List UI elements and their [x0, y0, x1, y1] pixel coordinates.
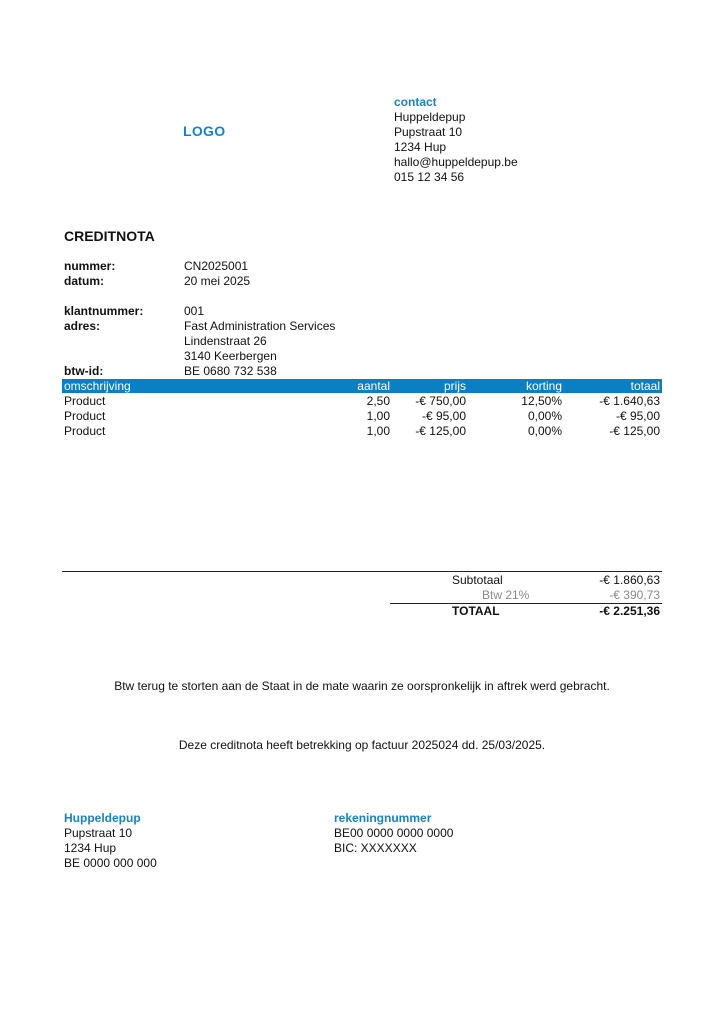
- grand-total-label: TOTAAL: [452, 604, 500, 618]
- subtotal-value: -€ 1.860,63: [599, 573, 660, 587]
- footer-bank-heading: rekeningnummer: [334, 811, 432, 825]
- row-price: -€ 95,00: [421, 409, 466, 423]
- row-quantity: 2,50: [366, 394, 390, 408]
- footer-bank: [334, 811, 453, 856]
- footer-company-street: Pupstraat 10: [64, 826, 133, 840]
- table-row: [62, 394, 662, 409]
- vat-note: Btw terug te storten aan de Staat in de mate waarin ze oorspronkelijk in aftrek werd gebracht.: [114, 679, 610, 693]
- number-value: CN2025001: [184, 259, 249, 273]
- date-label: datum:: [64, 274, 104, 288]
- row-price: -€ 125,00: [415, 424, 466, 438]
- header-price: prijs: [443, 379, 466, 393]
- row-discount: 12,50%: [521, 394, 562, 408]
- row-discount: 0,00%: [527, 409, 562, 423]
- table-row: [62, 409, 662, 424]
- footer-iban: BE00 0000 0000 0000: [334, 826, 454, 840]
- contact-city: 1234 Hup: [394, 140, 447, 154]
- contact-email[interactable]: hallo@huppeldepup.be: [394, 155, 518, 169]
- row-quantity: 1,00: [366, 424, 390, 438]
- vat-row: [390, 588, 662, 603]
- header-total: totaal: [630, 379, 660, 393]
- customer-number-value: 001: [184, 304, 205, 318]
- footer-company-name: Huppeldepup: [64, 811, 141, 825]
- address-label: adres:: [64, 319, 101, 333]
- table-header: [62, 379, 662, 393]
- vat-id-label: btw-id:: [64, 364, 104, 378]
- address-block: [184, 319, 335, 364]
- row-total: -€ 125,00: [609, 424, 660, 438]
- grand-total-value: -€ 2.251,36: [599, 604, 660, 618]
- grand-total-row: [390, 604, 662, 619]
- reference-note: Deze creditnota heeft betrekking op factuur 2025024 dd. 25/03/2025.: [178, 738, 546, 752]
- row-description: Product: [64, 424, 106, 438]
- row-quantity: 1,00: [366, 409, 390, 423]
- contact-street: Pupstraat 10: [394, 125, 463, 139]
- contact-block: [394, 95, 518, 185]
- contact-name: Huppeldepup: [394, 110, 466, 124]
- vat-id-value: BE 0680 732 538: [184, 364, 277, 378]
- address-line-3: 3140 Keerbergen: [184, 349, 277, 363]
- row-description: Product: [64, 409, 106, 423]
- header-description: omschrijving: [64, 379, 131, 393]
- vat-value: -€ 390,73: [609, 587, 660, 602]
- document-title: CREDITNOTA: [64, 228, 155, 244]
- footer-enterprise-number: BE 0000 000 000: [64, 856, 157, 870]
- header-quantity: aantal: [357, 379, 390, 393]
- subtotal-label: Subtotaal: [452, 573, 503, 587]
- table-row: [62, 424, 662, 439]
- totals-block: [390, 573, 662, 619]
- table-divider: [62, 571, 662, 572]
- row-description: Product: [64, 394, 106, 408]
- row-price: -€ 750,00: [415, 394, 466, 408]
- header-discount: korting: [525, 379, 562, 393]
- row-total: -€ 95,00: [615, 409, 660, 423]
- date-value: 20 mei 2025: [184, 274, 251, 288]
- logo: LOGO: [183, 123, 226, 139]
- row-discount: 0,00%: [527, 424, 562, 438]
- contact-phone: 015 12 34 56: [394, 170, 465, 184]
- number-label: nummer:: [64, 259, 116, 273]
- row-total: -€ 1.640,63: [599, 394, 660, 408]
- vat-label: Btw 21%: [482, 587, 530, 602]
- subtotal-row: [390, 573, 662, 588]
- footer-company: [64, 811, 157, 871]
- customer-number-label: klantnummer:: [64, 304, 144, 318]
- address-line-2: Lindenstraat 26: [184, 334, 267, 348]
- contact-heading: contact: [394, 95, 437, 109]
- footer-company-city: 1234 Hup: [64, 841, 117, 855]
- address-line-1: Fast Administration Services: [184, 319, 336, 333]
- footer-bic: BIC: XXXXXXX: [334, 841, 417, 855]
